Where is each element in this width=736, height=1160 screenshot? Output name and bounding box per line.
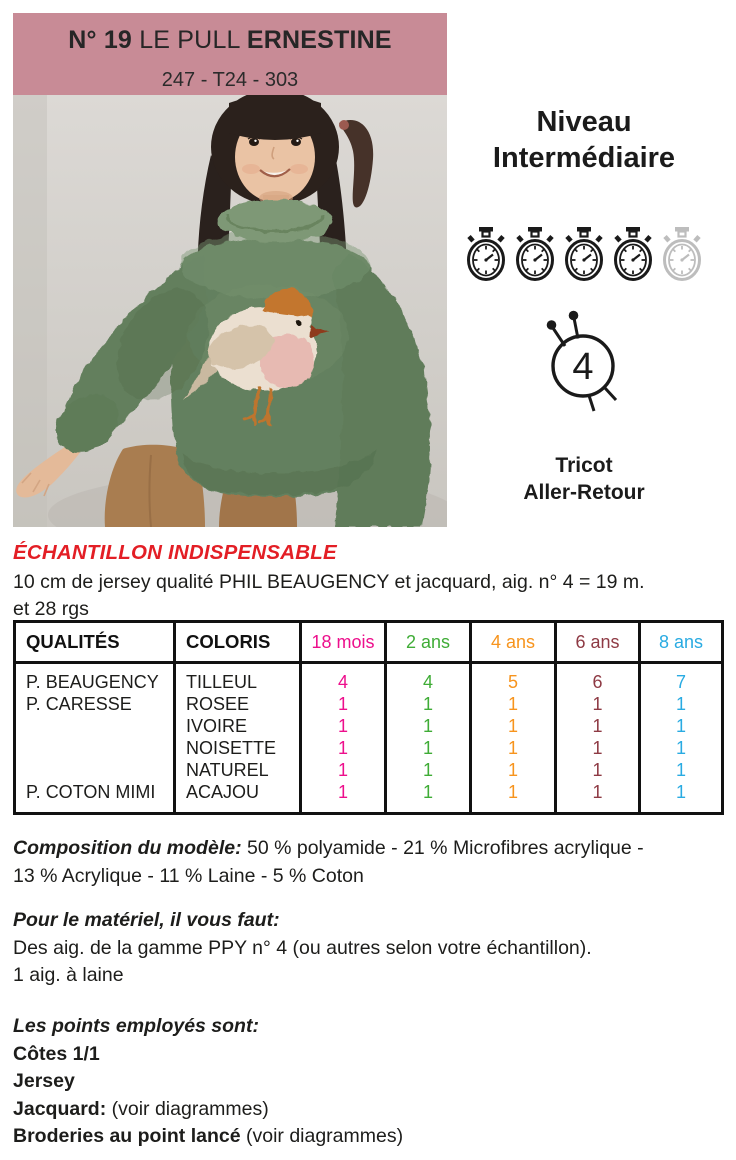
count-cell: 1 (640, 737, 723, 759)
stitch-note: (voir diagrammes) (111, 1097, 269, 1120)
level-line1: Niveau (536, 106, 632, 138)
count-cell: 1 (301, 693, 386, 715)
stitch-item (13, 1096, 727, 1124)
count-cell: 1 (471, 715, 556, 737)
difficulty-stopwatches (448, 226, 720, 283)
count-cell: 1 (471, 737, 556, 759)
quality-cell (15, 715, 175, 737)
materials-section (13, 907, 727, 990)
stopwatch-icon-inactive (661, 226, 703, 283)
stopwatch-icon (465, 226, 507, 283)
count-cell: 1 (301, 759, 386, 781)
gauge-heading: ÉCHANTILLON INDISPENSABLE (13, 541, 337, 564)
coloris-cell: NATUREL (175, 759, 301, 781)
composition-line1 (13, 835, 727, 863)
table-header-row (15, 622, 723, 663)
count-cell: 1 (471, 693, 556, 715)
table-row (15, 737, 723, 759)
count-cell: 1 (556, 759, 640, 781)
table-row (15, 693, 723, 715)
stitch-name: Jacquard: (13, 1097, 107, 1120)
count-cell: 1 (556, 781, 640, 814)
quality-cell: P. COTON MIMI (26, 782, 156, 802)
model-photo (13, 95, 447, 527)
coloris-cell: ROSEE (175, 693, 301, 715)
header-size-18mois: 18 mois (301, 622, 386, 663)
stitch-name: Côtes 1/1 (13, 1042, 100, 1065)
count-cell: 1 (640, 781, 723, 814)
count-cell: 1 (556, 737, 640, 759)
quality-cell: P. CARESSE (26, 694, 132, 714)
stitch-item (13, 1068, 727, 1096)
count-cell: 1 (301, 737, 386, 759)
level-line2: Intermédiaire (492, 142, 676, 174)
pattern-number: N° 19 (68, 26, 133, 54)
count-cell: 1 (471, 781, 556, 814)
stitch-note: (voir diagrammes) (245, 1125, 404, 1147)
stopwatch-icon (612, 226, 654, 283)
count-cell: 5 (471, 663, 556, 694)
quality-cell (15, 737, 175, 759)
stitches-section (13, 1013, 727, 1151)
technique-label (448, 452, 720, 506)
count-cell: 1 (640, 715, 723, 737)
needle-size-number: 4 (572, 346, 594, 388)
gauge-line1: 10 cm de jersey qualité PHIL BEAUGENCY et jacquard, aig. n° 4 = 19 m. (13, 571, 645, 593)
header-qualities: QUALITÉS (15, 622, 175, 663)
gauge-line2: et 28 rgs (13, 598, 89, 620)
table-row (15, 759, 723, 781)
table-row (15, 781, 723, 814)
count-cell: 4 (386, 663, 471, 694)
count-cell: 1 (386, 737, 471, 759)
technique-line2: Aller-Retour (523, 481, 645, 504)
stopwatch-icon (514, 226, 556, 283)
count-cell: 1 (471, 759, 556, 781)
materials-line1: Des aig. de la gamme PPY n° 4 (ou autres selon votre échantillon). (13, 936, 592, 959)
header-size-2ans: 2 ans (386, 622, 471, 663)
count-cell: 1 (301, 715, 386, 737)
stitch-item (13, 1123, 727, 1151)
header-size-4ans: 4 ans (471, 622, 556, 663)
pattern-title (13, 13, 447, 55)
pattern-title-prefix: LE PULL (139, 26, 240, 54)
header-coloris: COLORIS (175, 622, 301, 663)
table-row (15, 715, 723, 737)
header-size-8ans: 8 ans (640, 622, 723, 663)
materials-line2: 1 aig. à laine (13, 964, 124, 986)
count-cell: 1 (386, 759, 471, 781)
count-cell: 1 (640, 693, 723, 715)
composition-section (13, 835, 727, 890)
needle-size-icon (537, 308, 629, 414)
pattern-header-banner (13, 13, 447, 95)
pattern-reference-code: 247 - T24 - 303 (161, 69, 299, 91)
coloris-cell: TILLEUL (175, 663, 301, 694)
stitch-item (13, 1041, 727, 1069)
coloris-cell: IVOIRE (175, 715, 301, 737)
count-cell: 1 (386, 693, 471, 715)
count-cell: 4 (301, 663, 386, 694)
stopwatch-icon (563, 226, 605, 283)
stitch-name: Jersey (13, 1070, 75, 1092)
level-heading (448, 104, 720, 176)
header-size-6ans: 6 ans (556, 622, 640, 663)
coloris-cell: NOISETTE (175, 737, 301, 759)
count-cell: 1 (556, 693, 640, 715)
materials-label: Pour le matériel, il vous faut: (13, 909, 280, 931)
quality-cell: P. BEAUGENCY (26, 672, 159, 692)
count-cell: 1 (640, 759, 723, 781)
table-row (15, 663, 723, 694)
technique-line1: Tricot (555, 454, 613, 477)
composition-line2: 13 % Acrylique - 11 % Laine - 5 % Coton (13, 864, 364, 887)
coloris-cell: ACAJOU (175, 781, 301, 814)
composition-label: Composition du modèle: (13, 837, 242, 859)
yarn-table (13, 620, 724, 815)
count-cell: 7 (640, 663, 723, 694)
pattern-title-name: ERNESTINE (246, 26, 392, 54)
count-cell: 1 (386, 781, 471, 814)
count-cell: 1 (556, 715, 640, 737)
stitches-label: Les points employés sont: (13, 1015, 259, 1037)
count-cell: 6 (556, 663, 640, 694)
composition-text1: 50 % polyamide - 21 % Microfibres acrylique - (247, 837, 644, 859)
quality-cell (15, 759, 175, 781)
count-cell: 1 (301, 781, 386, 814)
stitch-name: Broderies au point lancé (13, 1125, 241, 1147)
gauge-section (13, 539, 727, 623)
count-cell: 1 (386, 715, 471, 737)
